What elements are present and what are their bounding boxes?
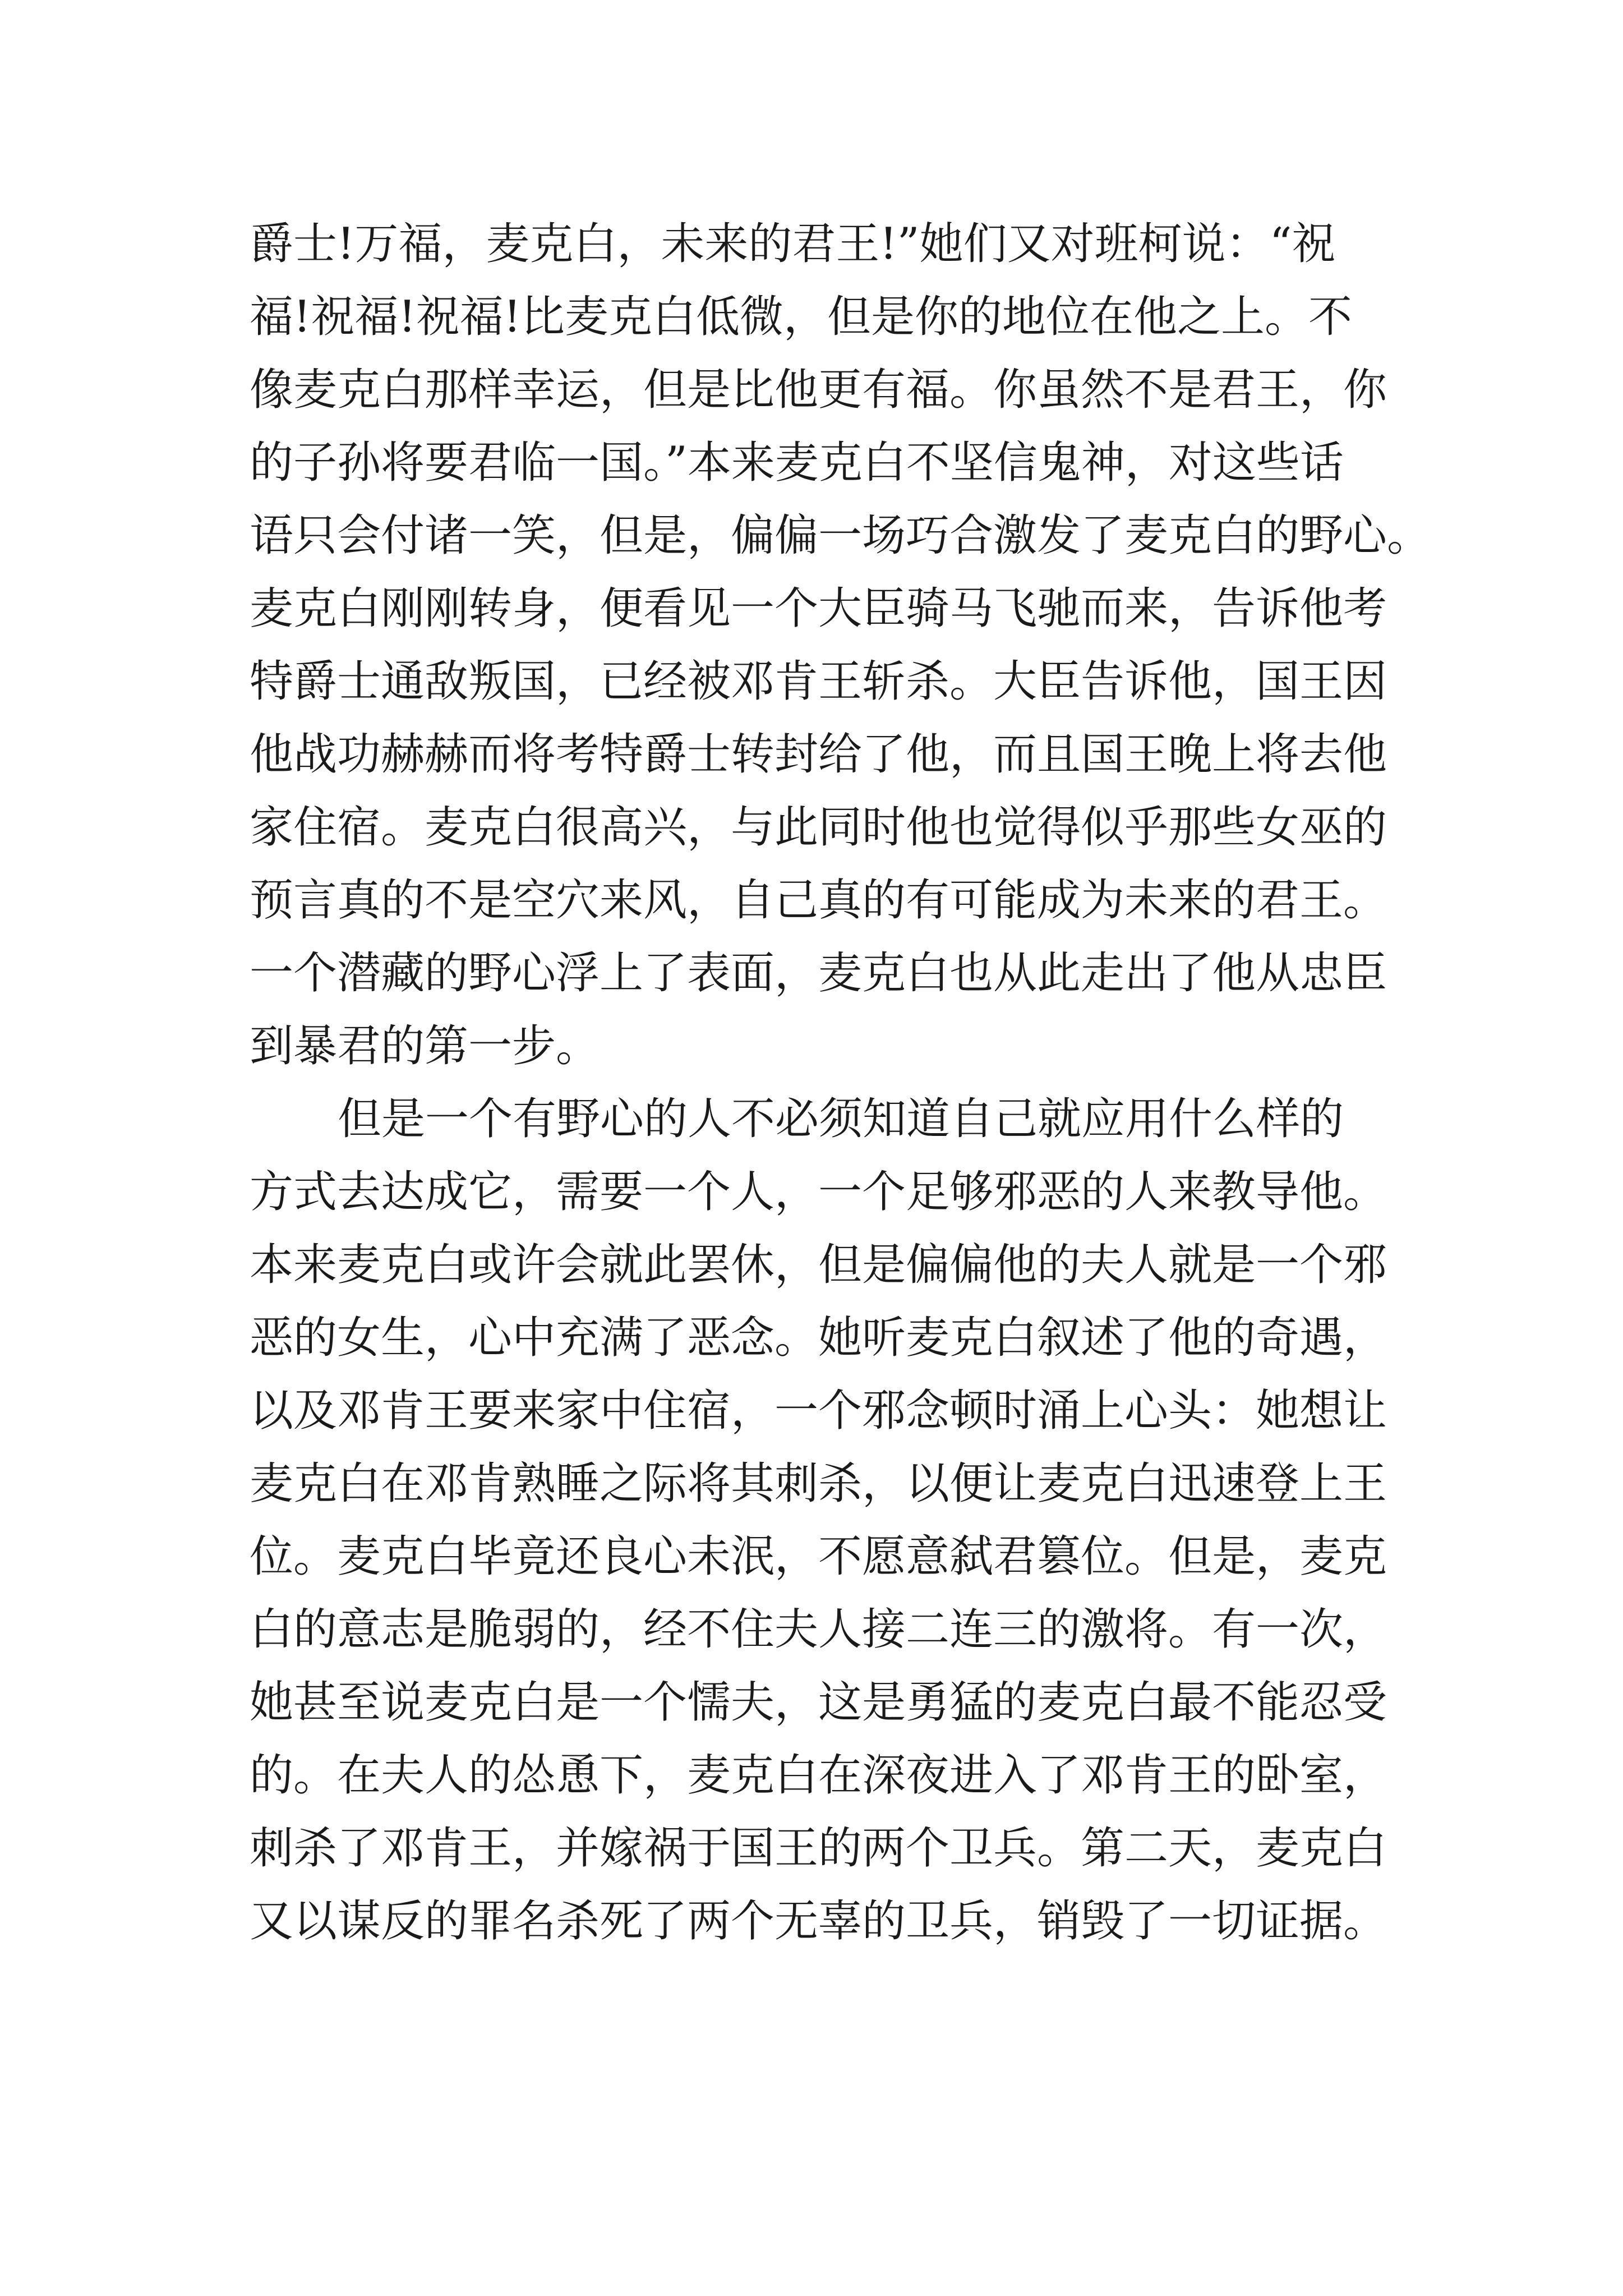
paragraph-1 [250, 208, 1431, 1083]
text-line: 方式去达成它，需要一个人，一个足够邪恶的人来教导他。 [250, 1167, 1387, 1217]
text-line: 刺杀了邓肯王，并嫁祸于国王的两个卫兵。第二天，麦克白 [250, 1823, 1387, 1874]
text-line: 爵士!万福，麦克白，未来的君王!”她们又对班柯说：“祝 [250, 219, 1336, 269]
text-line: 语只会付诸一笑，但是，偏偏一场巧合激发了麦克白的野心。 [250, 510, 1431, 561]
text-line: 麦克白刚刚转身，便看见一个大臣骑马飞驰而来，告诉他考 [250, 583, 1387, 634]
text-line: 预言真的不是空穴来风，自己真的有可能成为未来的君王。 [250, 875, 1387, 926]
text-line: 一个潜藏的野心浮上了表面，麦克白也从此走出了他从忠臣 [250, 948, 1387, 999]
text-line: 她甚至说麦克白是一个懦夫，这是勇猛的麦克白最不能忍受 [250, 1677, 1387, 1728]
text-line: 白的意志是脆弱的，经不住夫人接二连三的激将。有一次， [250, 1604, 1387, 1655]
text-line: 的子孙将要君临一国。”本来麦克白不坚信鬼神，对这些话 [250, 438, 1344, 488]
text-line: 但是一个有野心的人不必须知道自己就应用什么样的 [338, 1094, 1344, 1144]
text-line: 本来麦克白或许会就此罢休，但是偏偏他的夫人就是一个邪 [250, 1240, 1387, 1290]
text-line: 特爵士通敌叛国，已经被邓肯王斩杀。大臣告诉他，国王因 [250, 656, 1387, 707]
text-line: 的。在夫人的怂恿下，麦克白在深夜进入了邓肯王的卧室， [250, 1750, 1387, 1801]
text-line: 以及邓肯王要来家中住宿，一个邪念顿时涌上心头：她想让 [250, 1386, 1387, 1436]
text-line: 位。麦克白毕竟还良心未泯，不愿意弑君篡位。但是，麦克 [250, 1531, 1387, 1582]
text-line: 福!祝福!祝福!比麦克白低微，但是你的地位在他之上。不 [250, 292, 1353, 342]
text-line: 像麦克白那样幸运，但是比他更有福。你虽然不是君王，你 [250, 365, 1387, 415]
text-line: 家住宿。麦克白很高兴，与此同时他也觉得似乎那些女巫的 [250, 802, 1387, 853]
text-line: 恶的女生，心中充满了恶念。她听麦克白叙述了他的奇遇， [250, 1313, 1387, 1363]
text-line: 又以谋反的罪名杀死了两个无辜的卫兵，销毁了一切证据。 [250, 1896, 1387, 1947]
text-line: 他战功赫赫而将考特爵士转封给了他，而且国王晚上将去他 [250, 729, 1387, 780]
text-line: 麦克白在邓肯熟睡之际将其刺杀，以便让麦克白迅速登上王 [250, 1458, 1387, 1509]
text-line: 到暴君的第一步。 [250, 1021, 600, 1071]
body-text [250, 208, 1431, 1958]
paragraph-2 [250, 1083, 1394, 1958]
